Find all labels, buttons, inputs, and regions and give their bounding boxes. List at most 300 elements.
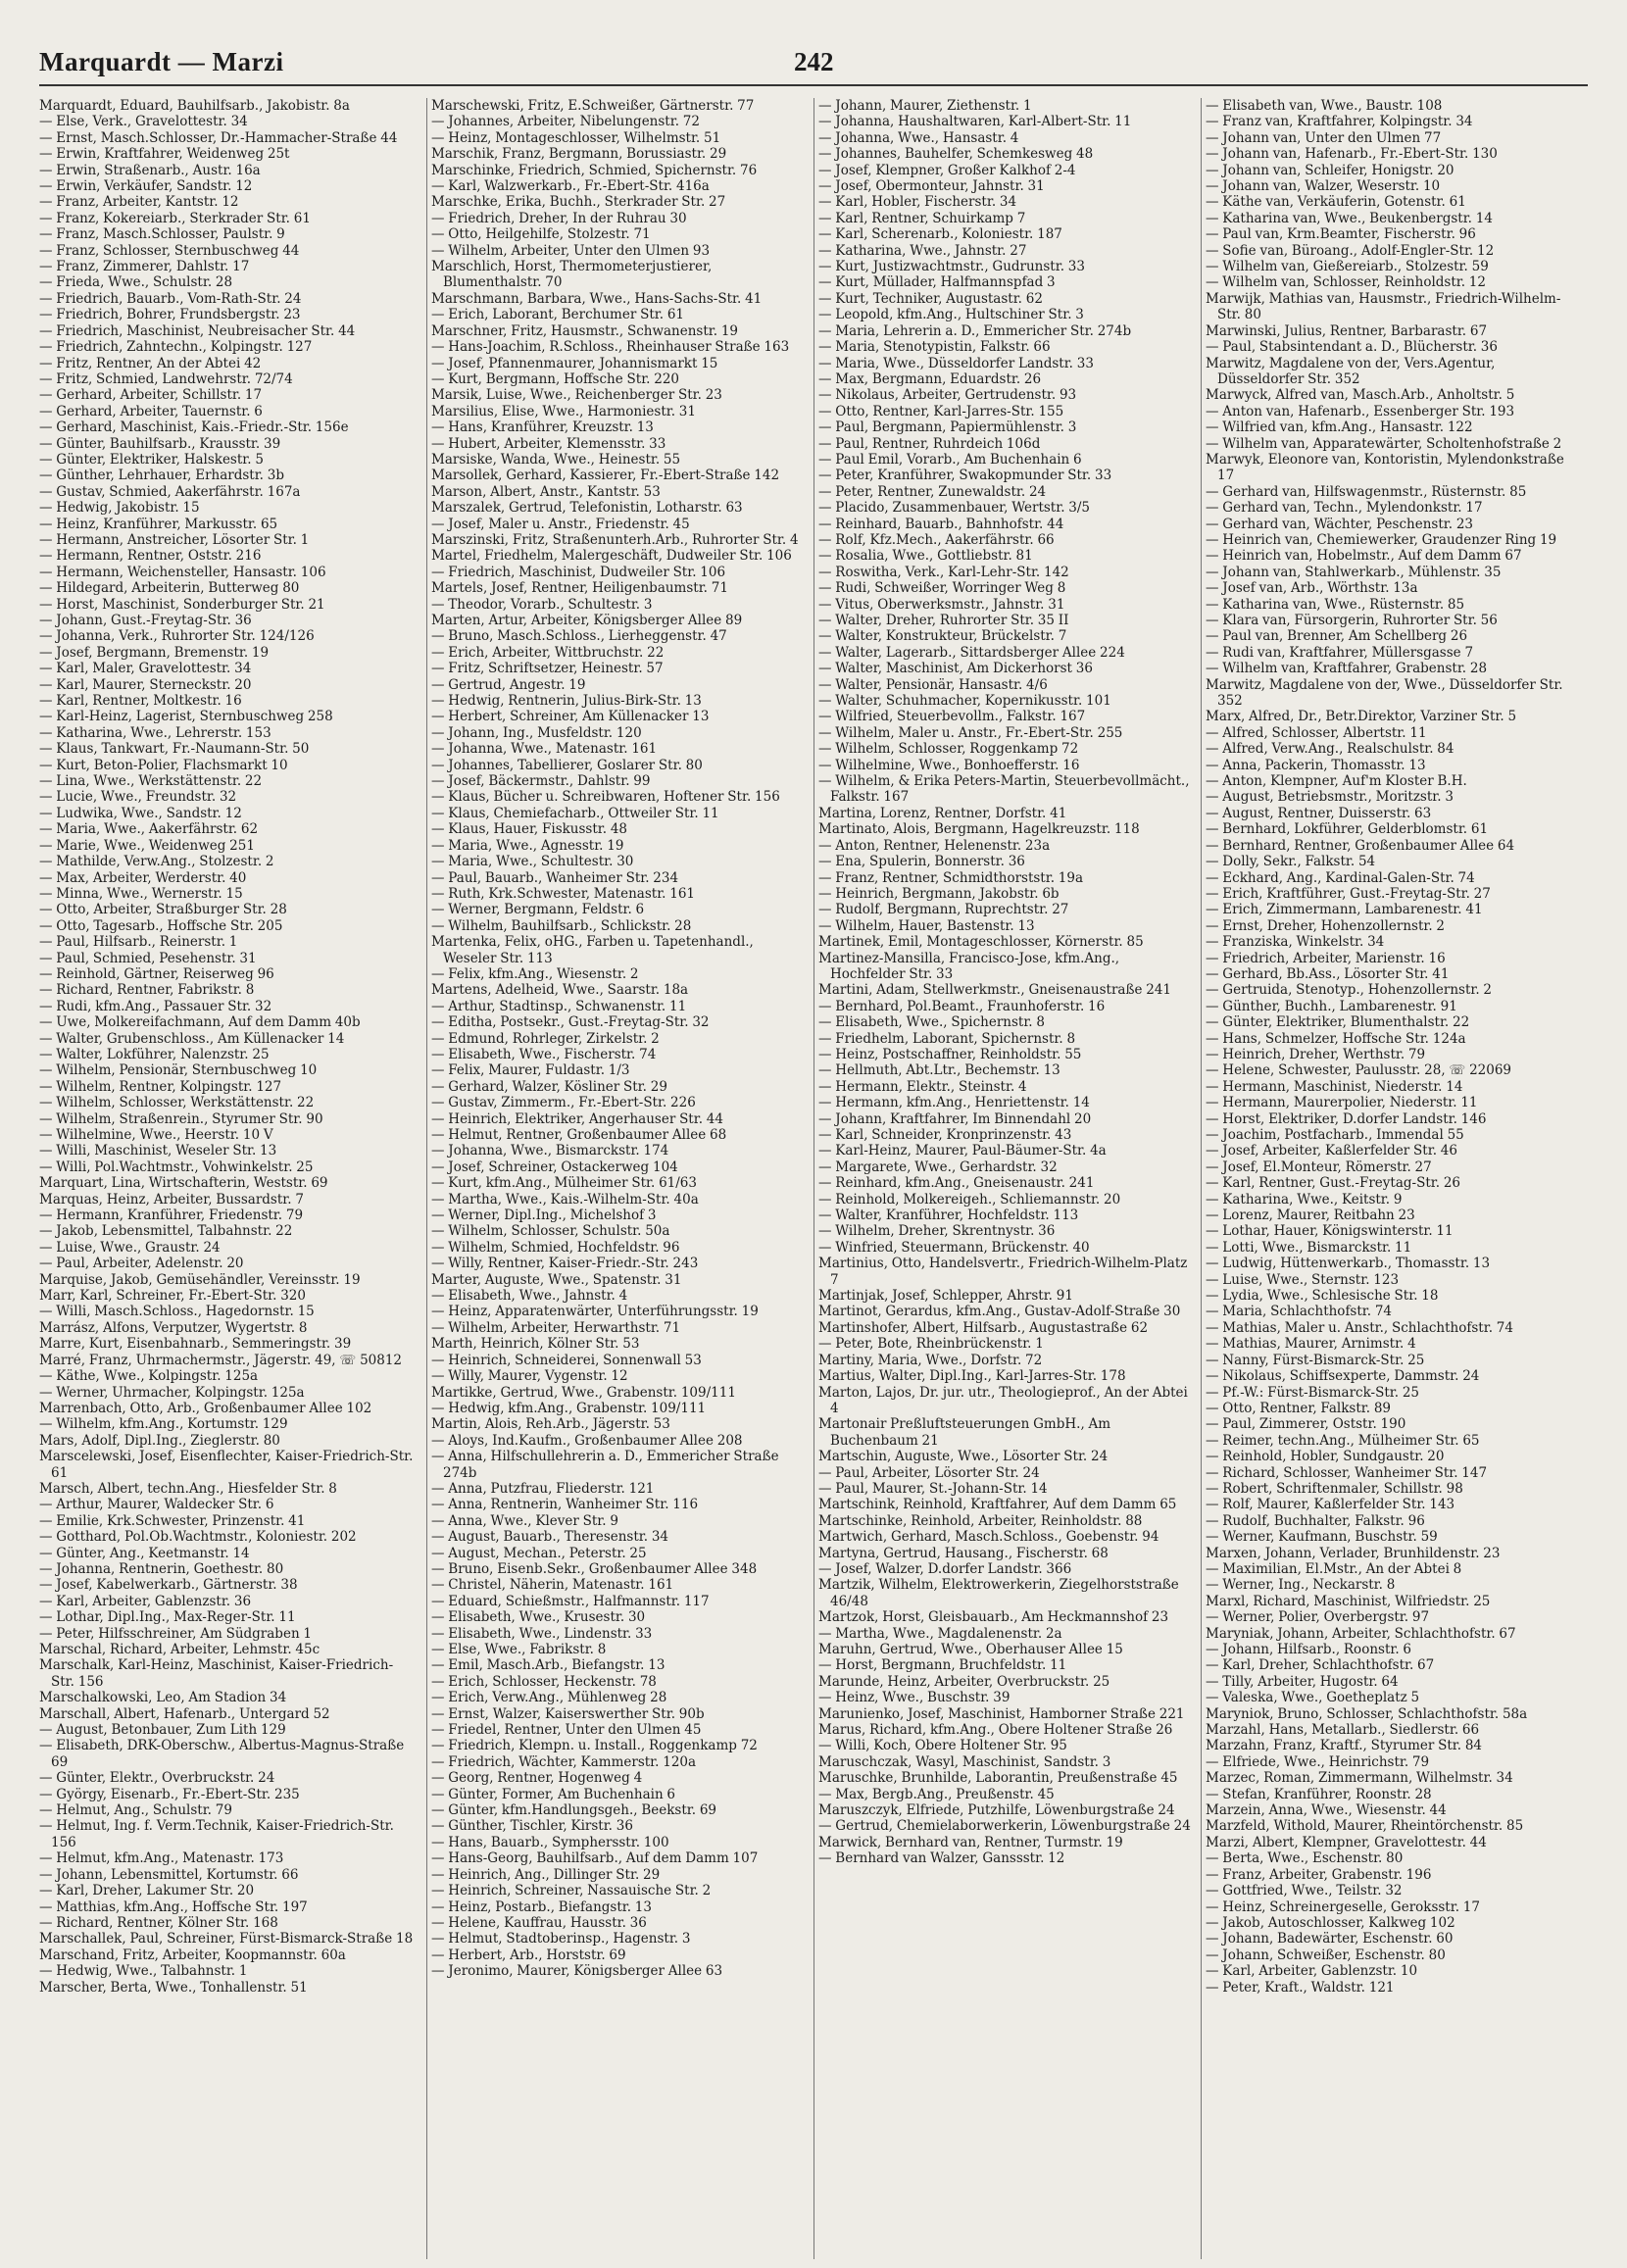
directory-entry: — Hermann, Maschinist, Niederstr. 14	[1206, 1078, 1463, 1095]
directory-entry: — Johann, Hilfsarb., Roonstr. 6	[1206, 1642, 1412, 1657]
directory-entry: — Valeska, Wwe., Goetheplatz 5	[1206, 1690, 1420, 1706]
directory-entry: — Hedwig, Jakobistr. 15	[39, 500, 200, 517]
directory-entry: — Josef, Obermonteur, Jahnstr. 31	[818, 178, 1045, 195]
directory-entry: — Friedel, Rentner, Unter den Ulmen 45	[431, 1722, 702, 1739]
directory-entry: Marzi, Albert, Klempner, Gravelottestr. 44	[1206, 1834, 1487, 1850]
directory-entry: — Heinrich, Dreher, Werthstr. 79	[1206, 1046, 1426, 1062]
directory-entry: — Sofie van, Büroang., Adolf-Engler-Str. 12	[1206, 242, 1495, 259]
directory-entry: — Lorenz, Maurer, Reitbahn 23	[1206, 1208, 1415, 1224]
directory-entry: — Lotti, Wwe., Bismarckstr. 11	[1206, 1239, 1412, 1256]
directory-entry: — Karl, Rentner, Schuirkamp 7	[818, 210, 1026, 226]
directory-entry: — Reinhard, Bauarb., Bahnhofstr. 44	[818, 516, 1064, 532]
directory-entry: — Peter, Kraft., Waldstr. 121	[1206, 1979, 1395, 1996]
directory-entry: — Richard, Schlosser, Wanheimer Str. 147	[1206, 1464, 1488, 1481]
directory-entry: — Karl, Maler, Gravelottestr. 34	[39, 661, 252, 677]
directory-entry: — Willi, Masch.Schloss., Hagedornstr. 15	[39, 1304, 315, 1320]
directory-entry: — Bernhard, Pol.Beamt., Fraunhoferstr. 16	[818, 998, 1106, 1014]
directory-entry: — Karl, Schneider, Kronprinzenstr. 43	[818, 1127, 1072, 1143]
directory-entry: — Franz, Schlosser, Sternbuschweg 44	[39, 242, 300, 259]
directory-entry: — Otto, Rentner, Karl-Jarres-Str. 155	[818, 403, 1064, 419]
directory-entry: — Emilie, Krk.Schwester, Prinzenstr. 41	[39, 1512, 306, 1529]
directory-entry: — Rudi, Schweißer, Worringer Weg 8	[818, 580, 1066, 597]
directory-entry: Marrenbach, Otto, Arb., Großenbaumer Allee 102	[39, 1400, 372, 1416]
directory-entry: — Felix, kfm.Ang., Wiesenstr. 2	[431, 965, 639, 982]
directory-entry: — August, Betonbauer, Zum Lith 129	[39, 1722, 286, 1739]
directory-entry: — August, Betriebsmstr., Moritzstr. 3	[1206, 789, 1454, 806]
directory-entry: — Else, Wwe., Fabrikstr. 8	[431, 1642, 607, 1657]
directory-entry: — Wilhelm, Schmied, Hochfeldstr. 96	[431, 1239, 680, 1256]
directory-entry: — Heinrich van, Chemiewerker, Graudenzer Ring 19	[1206, 531, 1557, 548]
directory-entry: — Kurt, Bergmann, Hoffsche Str. 220	[431, 370, 680, 387]
directory-entry: — Friedrich, Arbeiter, Marienstr. 16	[1206, 950, 1446, 966]
directory-entry: — Johann van, Schleifer, Honigstr. 20	[1206, 162, 1454, 178]
directory-entry: — Pf.-W.: Fürst-Bismarck-Str. 25	[1206, 1384, 1420, 1401]
directory-entry: — Lydia, Wwe., Schlesische Str. 18	[1206, 1288, 1439, 1305]
directory-entry: — Max, Arbeiter, Werderstr. 40	[39, 869, 247, 886]
directory-entry: — Erich, Verw.Ang., Mühlenweg 28	[431, 1690, 667, 1706]
directory-entry: — Johann van, Hafenarb., Fr.-Ebert-Str. 130	[1206, 146, 1498, 163]
directory-entry: — Paul, Bergmann, Papiermühlenstr. 3	[818, 419, 1077, 436]
directory-entry: — Anton, Klempner, Auf'm Kloster B.H.	[1206, 773, 1467, 790]
directory-entry: — Hermann, Anstreicher, Lösorter Str. 1	[39, 531, 310, 548]
directory-entry: — Johanna, Haushaltwaren, Karl-Albert-Str. 11	[818, 114, 1132, 130]
directory-entry: — Gustav, Schmied, Aakerfährstr. 167a	[39, 483, 301, 500]
directory-entry: — August, Bauarb., Theresenstr. 34	[431, 1529, 669, 1546]
directory-entry: — Fritz, Schmied, Landwehrstr. 72/74	[39, 370, 293, 387]
directory-entry: Marsch, Albert, techn.Ang., Hiesfelder Str. 8	[39, 1480, 337, 1497]
directory-entry: — Kurt, Müllader, Halfmannspfad 3	[818, 274, 1056, 291]
directory-entry: — Ludwika, Wwe., Sandstr. 12	[39, 805, 242, 821]
directory-entry: — Paul, Arbeiter, Lösorter Str. 24	[818, 1464, 1040, 1481]
directory-entry: — Günter, kfm.Handlungsgeh., Beekstr. 69	[431, 1802, 716, 1819]
directory-entry: — Otto, Rentner, Falkstr. 89	[1206, 1400, 1392, 1416]
directory-entry: Marzec, Roman, Zimmermann, Wilhelmstr. 34	[1206, 1770, 1513, 1787]
directory-entry: — Anton, Rentner, Helenenstr. 23a	[818, 837, 1051, 854]
directory-entry: — Ena, Spulerin, Bonnerstr. 36	[818, 854, 1025, 870]
directory-entry: Marschalkowski, Leo, Am Stadion 34	[39, 1690, 287, 1706]
directory-entry: Marsilius, Elise, Wwe., Harmoniestr. 31	[431, 403, 696, 419]
directory-columns	[39, 98, 1588, 2259]
directory-entry: — Wilhelmine, Wwe., Heerstr. 10 V	[39, 1127, 273, 1143]
directory-entry: — Georg, Rentner, Hogenweg 4	[431, 1770, 643, 1787]
directory-entry: — Ruth, Krk.Schwester, Matenastr. 161	[431, 885, 696, 902]
directory-entry: — Elisabeth, DRK-Oberschw., Albertus-Magnus-Straße 69	[39, 1738, 405, 1770]
directory-entry: — Wilhelmine, Wwe., Bonhoefferstr. 16	[818, 757, 1080, 773]
directory-entry: — Josef, Kabelwerkarb., Gärtnerstr. 38	[39, 1577, 298, 1594]
directory-entry: — Reinhold, Gärtner, Reiserweg 96	[39, 965, 274, 982]
directory-entry: Marschewski, Fritz, E.Schweißer, Gärtnerstr. 77	[431, 98, 755, 114]
directory-entry: — Ernst, Masch.Schlosser, Dr.-Hammacher-Straße 44	[39, 129, 398, 146]
directory-entry: — Karl, Rentner, Moltkestr. 16	[39, 693, 242, 710]
directory-entry: — Erwin, Kraftfahrer, Weidenweg 25t	[39, 146, 290, 163]
directory-entry: Martschin, Auguste, Wwe., Lösorter Str. 24	[818, 1449, 1109, 1465]
directory-entry: — Hans, Kranführer, Kreuzstr. 13	[431, 419, 654, 436]
directory-entry: Martzok, Horst, Gleisbauarb., Am Heckmannshof 23	[818, 1609, 1169, 1626]
directory-entry: Marton, Lajos, Dr. jur. utr., Theologieprof., An der Abtei 4	[818, 1384, 1188, 1416]
directory-entry: — Franz, Arbeiter, Grabenstr. 196	[1206, 1866, 1432, 1883]
directory-entry: Maryniak, Johann, Arbeiter, Schlachthofstr. 67	[1206, 1625, 1516, 1642]
directory-entry: — August, Mechan., Peterstr. 25	[431, 1545, 647, 1561]
directory-entry: — Heinz, Postarb., Biefangstr. 13	[431, 1898, 652, 1915]
directory-entry: — Johann, Ing., Musfeldstr. 120	[431, 724, 642, 741]
directory-entry: — Walter, Schuhmacher, Kopernikusstr. 101	[818, 693, 1111, 710]
directory-entry: — Gerhard van, Wächter, Peschenstr. 23	[1206, 516, 1473, 532]
directory-entry: — Karl, Hobler, Fischerstr. 34	[818, 194, 1017, 211]
directory-entry: — Johann, Schweißer, Eschenstr. 80	[1206, 1947, 1446, 1963]
directory-entry: — Werner, Ing., Neckarstr. 8	[1206, 1577, 1396, 1594]
directory-entry: — Gottfried, Wwe., Teilstr. 32	[1206, 1883, 1403, 1899]
directory-entry: Martschink, Reinhold, Kraftfahrer, Auf dem Damm 65	[818, 1497, 1177, 1513]
directory-entry: — Mathilde, Verw.Ang., Stolzestr. 2	[39, 854, 274, 870]
directory-entry: — Kurt, Techniker, Augustastr. 62	[818, 290, 1043, 307]
directory-entry: — Wilhelm, Schlosser, Werkstättenstr. 22	[39, 1095, 315, 1111]
directory-entry: — Heinz, Montageschlosser, Wilhelmstr. 51	[431, 129, 721, 146]
directory-entry: Marunde, Heinz, Arbeiter, Overbruckstr. 25	[818, 1673, 1110, 1690]
directory-entry: — Günther, Lehrhauer, Erhardstr. 3b	[39, 468, 284, 484]
directory-entry: — Hermann, Kranführer, Friedenstr. 79	[39, 1208, 304, 1224]
directory-entry: Martschinke, Reinhold, Arbeiter, Reinholdstr. 88	[818, 1512, 1143, 1529]
directory-entry: — Klara van, Fürsorgerin, Ruhrorter Str. 56	[1206, 613, 1498, 628]
directory-entry: — Fritz, Schriftsetzer, Heinestr. 57	[431, 661, 664, 677]
directory-entry: Marscelewski, Josef, Eisenflechter, Kaiser-Friedrich-Str. 61	[39, 1449, 414, 1481]
directory-entry: — Hans-Georg, Bauhilfsarb., Auf dem Damm 107	[431, 1850, 759, 1867]
directory-entry: Marxen, Johann, Verlader, Brunhildenstr. 23	[1206, 1545, 1501, 1561]
directory-entry: — Wilhelm, Dreher, Skrentnystr. 36	[818, 1223, 1056, 1240]
directory-entry: — Luise, Wwe., Sternstr. 123	[1206, 1271, 1400, 1288]
directory-entry: — Josef, Walzer, D.dorfer Landstr. 366	[818, 1560, 1072, 1577]
directory-entry: — Günter, Ang., Keetmanstr. 14	[39, 1545, 250, 1561]
directory-entry: — Eckhard, Ang., Kardinal-Galen-Str. 74	[1206, 869, 1475, 886]
directory-entry: Marwyck, Alfred van, Masch.Arb., Anholtstr. 5	[1206, 387, 1515, 404]
directory-entry: — Rosalia, Wwe., Gottliebstr. 81	[818, 548, 1033, 565]
directory-entry: — Johanna, Wwe., Bismarckstr. 174	[431, 1143, 669, 1159]
directory-entry: — Willi, Maschinist, Weseler Str. 13	[39, 1143, 277, 1159]
directory-entry: — Gotthard, Pol.Ob.Wachtmstr., Koloniestr. 202	[39, 1529, 357, 1546]
directory-entry: — Leopold, kfm.Ang., Hultschiner Str. 3	[818, 307, 1084, 323]
directory-entry: — Walter, Lagerarb., Sittardsberger Allee 224	[818, 644, 1125, 661]
directory-entry: — Friedrich, Maschinist, Dudweiler Str. 106	[431, 564, 726, 580]
directory-entry: — Johanna, Wwe., Matenastr. 161	[431, 741, 658, 758]
directory-entry: — Peter, Bote, Rheinbrückenstr. 1	[818, 1336, 1044, 1353]
directory-entry: — Heinrich, Schreiner, Nassauische Str. 2	[431, 1883, 712, 1899]
directory-entry: Marschik, Franz, Bergmann, Borussiastr. 29	[431, 146, 727, 163]
directory-entry: — Gustav, Zimmerm., Fr.-Ebert-Str. 226	[431, 1095, 696, 1111]
directory-entry: — Reinhold, Molkereigeh., Schliemannstr. 20	[818, 1191, 1121, 1208]
directory-entry: — Gerhard, Maschinist, Kais.-Friedr.-Str. 156e	[39, 419, 349, 436]
directory-entry: — Helmut, Rentner, Großenbaumer Allee 68	[431, 1127, 727, 1143]
directory-entry: — Theodor, Vorarb., Schultestr. 3	[431, 596, 653, 613]
directory-entry: — Josef, Schreiner, Ostackerweg 104	[431, 1159, 678, 1175]
directory-entry: — Wilhelm, Hauer, Bastenstr. 13	[818, 917, 1035, 934]
directory-entry: Marr, Karl, Schreiner, Fr.-Ebert-Str. 320	[39, 1288, 306, 1305]
directory-entry: — Heinrich, Schneiderei, Sonnenwall 53	[431, 1352, 702, 1368]
directory-entry: Marth, Heinrich, Kölner Str. 53	[431, 1336, 640, 1353]
directory-entry: — Elisabeth, Wwe., Fischerstr. 74	[431, 1046, 657, 1062]
directory-entry: — Herbert, Arb., Horststr. 69	[431, 1947, 626, 1963]
directory-entry: — Paul Emil, Vorarb., Am Buchenhain 6	[818, 451, 1082, 468]
directory-entry: — Helmut, kfm.Ang., Matenastr. 173	[39, 1850, 284, 1867]
directory-entry: — Gertrud, Chemielaborwerkerin, Löwenburgstraße 24	[818, 1818, 1191, 1835]
directory-entry: — Berta, Wwe., Eschenstr. 80	[1206, 1850, 1404, 1867]
directory-entry: — Hermann, Weichensteller, Hansastr. 106	[39, 564, 326, 580]
column-2	[426, 98, 814, 2259]
directory-entry: — Paul, Hilfsarb., Reinerstr. 1	[39, 934, 238, 951]
directory-entry: — Hans-Joachim, R.Schloss., Rheinhauser Straße 163	[431, 339, 790, 356]
directory-entry: — Karl, Arbeiter, Gablenzstr. 10	[1206, 1963, 1418, 1980]
directory-entry: — Günther, Buchh., Lambarenestr. 91	[1206, 998, 1457, 1014]
directory-entry: Martonair Preßluftsteuerungen GmbH., Am Buchenbaum 21	[818, 1416, 1111, 1449]
directory-entry: — Katharina, Wwe., Jahnstr. 27	[818, 242, 1027, 259]
directory-entry: — Otto, Heilgehilfe, Stolzestr. 71	[431, 226, 651, 243]
directory-entry: — Frieda, Wwe., Schulstr. 28	[39, 274, 233, 291]
directory-entry: — Karl, Scherenarb., Koloniestr. 187	[818, 226, 1062, 243]
directory-entry: — Willy, Rentner, Kaiser-Friedr.-Str. 243	[431, 1256, 699, 1272]
directory-entry: — Maria, Schlachthofstr. 74	[1206, 1304, 1393, 1320]
directory-entry: — Klaus, Bücher u. Schreibwaren, Hoftener Str. 156	[431, 789, 780, 806]
directory-entry: — Johanna, Wwe., Hansastr. 4	[818, 129, 1019, 146]
directory-entry: — Gertrud, Angestr. 19	[431, 676, 586, 693]
directory-entry: — Elfriede, Wwe., Heinrichstr. 79	[1206, 1753, 1430, 1770]
directory-entry: — Johannes, Arbeiter, Nibelungenstr. 72	[431, 114, 700, 130]
directory-entry: — Karl, Dreher, Schlachthofstr. 67	[1206, 1657, 1435, 1674]
directory-entry: — Franziska, Winkelstr. 34	[1206, 934, 1385, 951]
directory-entry: — Hellmuth, Abt.Ltr., Bechemstr. 13	[818, 1062, 1060, 1079]
directory-entry: — Rolf, Kfz.Mech., Aakerfährstr. 66	[818, 531, 1055, 548]
directory-entry: — Wilhelm, Straßenrein., Styrumer Str. 90	[39, 1110, 323, 1127]
directory-entry: — Johann, Lebensmittel, Kortumstr. 66	[39, 1866, 299, 1883]
page-header	[39, 47, 1588, 86]
directory-entry: — Dolly, Sekr., Falkstr. 54	[1206, 854, 1376, 870]
directory-entry: — Erich, Kraftführer, Gust.-Freytag-Str. 27	[1206, 885, 1491, 902]
directory-entry: — Rudolf, Bergmann, Ruprechtstr. 27	[818, 902, 1069, 918]
directory-entry: — Paul, Zimmerer, Oststr. 190	[1206, 1416, 1406, 1433]
directory-entry: — Mathias, Maurer, Arnimstr. 4	[1206, 1336, 1416, 1353]
directory-entry: — Eduard, Schießmstr., Halfmannstr. 117	[431, 1593, 710, 1609]
directory-entry: — Max, Bergb.Ang., Preußenstr. 45	[818, 1786, 1055, 1802]
directory-entry: — Werner, Polier, Overbergstr. 97	[1206, 1609, 1430, 1626]
directory-entry: — Martha, Wwe., Magdalenenstr. 2a	[818, 1625, 1062, 1642]
directory-entry: — Josef, Bergmann, Bremenstr. 19	[39, 644, 270, 661]
directory-entry: — Heinz, Schreinergeselle, Geroksstr. 17	[1206, 1898, 1480, 1915]
directory-entry: — Uwe, Molkereifachmann, Auf dem Damm 40b	[39, 1014, 361, 1031]
directory-entry: — Günter, Bauhilfsarb., Krausstr. 39	[39, 435, 281, 452]
directory-entry: — Friedrich, Wächter, Kammerstr. 120a	[431, 1753, 697, 1770]
directory-entry: — Hedwig, Wwe., Talbahnstr. 1	[39, 1963, 248, 1980]
directory-entry: — Minna, Wwe., Wernerstr. 15	[39, 885, 243, 902]
directory-entry: Marschallek, Paul, Schreiner, Fürst-Bismarck-Straße 18	[39, 1931, 414, 1948]
directory-entry: Marszinski, Fritz, Straßenunterh.Arb., Ruhrorter Str. 4	[431, 531, 799, 548]
directory-entry: — Karl-Heinz, Lagerist, Sternbuschweg 258	[39, 709, 333, 725]
directory-entry: — Felix, Maurer, Fuldastr. 1/3	[431, 1062, 630, 1079]
directory-entry: — Anton van, Hafenarb., Essenberger Str. 193	[1206, 403, 1515, 419]
directory-entry: — Wilhelm, Maler u. Anstr., Fr.-Ebert-Str. 255	[818, 724, 1123, 741]
directory-entry: — Gerhard, Arbeiter, Schillstr. 17	[39, 387, 263, 404]
directory-entry: — Walter, Kranführer, Hochfeldstr. 113	[818, 1208, 1079, 1224]
directory-entry: — Erich, Zimmermann, Lambarenestr. 41	[1206, 902, 1483, 918]
page-number: 242	[794, 47, 834, 76]
directory-entry: Mars, Adolf, Dipl.Ing., Zieglerstr. 80	[39, 1432, 280, 1449]
directory-entry: — Klaus, Hauer, Fiskusstr. 48	[431, 821, 628, 838]
directory-entry: Martenka, Felix, oHG., Farben u. Tapetenhandl., Weseler Str. 113	[431, 934, 754, 966]
directory-entry: — Maria, Wwe., Schultestr. 30	[431, 854, 634, 870]
directory-entry: Marschall, Albert, Hafenarb., Untergard 52	[39, 1705, 330, 1722]
directory-entry: Martinjak, Josef, Schlepper, Ahrstr. 91	[818, 1288, 1073, 1305]
directory-entry: — Aloys, Ind.Kaufm., Großenbaumer Allee 208	[431, 1432, 743, 1449]
directory-entry: — Wilfried, Steuerbevollm., Falkstr. 167	[818, 709, 1086, 725]
column-1	[39, 98, 426, 2259]
directory-entry: — August, Rentner, Duisserstr. 63	[1206, 805, 1432, 821]
directory-entry: — Johannes, Tabellierer, Goslarer Str. 80	[431, 757, 703, 773]
directory-entry: Marquardt, Eduard, Bauhilfsarb., Jakobistr. 8a	[39, 98, 350, 114]
directory-entry: — Werner, Dipl.Ing., Michelshof 3	[431, 1208, 657, 1224]
directory-entry: — Josef, Pfannenmaurer, Johannismarkt 15	[431, 355, 718, 371]
directory-entry: — Johann van, Stahlwerkarb., Mühlenstr. 35	[1206, 564, 1502, 580]
directory-entry: Martzik, Wilhelm, Elektrowerkerin, Ziegelhorststraße 46/48	[818, 1577, 1179, 1609]
directory-entry: — Hildegard, Arbeiterin, Butterweg 80	[39, 580, 300, 597]
directory-entry: Martens, Adelheid, Wwe., Saarstr. 18a	[431, 982, 689, 999]
directory-entry: — Wilhelm, & Erika Peters-Martin, Steuerbevollmächt., Falkstr. 167	[818, 773, 1190, 806]
directory-entry: — Erich, Schlosser, Heckenstr. 78	[431, 1673, 657, 1690]
directory-entry: — Margarete, Wwe., Gerhardstr. 32	[818, 1159, 1058, 1175]
directory-entry: — Günther, Tischler, Kirstr. 36	[431, 1818, 633, 1835]
directory-entry: — Franz, Masch.Schlosser, Paulstr. 9	[39, 226, 285, 243]
directory-entry: — Johanna, Rentnerin, Goethestr. 80	[39, 1560, 284, 1577]
directory-entry: — Wilhelm, Rentner, Kolpingstr. 127	[39, 1078, 282, 1095]
directory-entry: — Gerhard, Bb.Ass., Lösorter Str. 41	[1206, 965, 1450, 982]
directory-entry: Martinot, Gerardus, kfm.Ang., Gustav-Adolf-Straße 30	[818, 1304, 1181, 1320]
directory-entry: — Paul van, Krm.Beamter, Fischerstr. 96	[1206, 226, 1476, 243]
directory-entry: — Richard, Rentner, Kölner Str. 168	[39, 1914, 278, 1931]
directory-entry: — Emil, Masch.Arb., Biefangstr. 13	[431, 1657, 666, 1674]
directory-entry: — Wilhelm, Arbeiter, Herwarthstr. 71	[431, 1319, 681, 1336]
directory-entry: Martikke, Gertrud, Wwe., Grabenstr. 109/111	[431, 1384, 736, 1401]
directory-entry: — Walter, Maschinist, Am Dickerhorst 36	[818, 661, 1093, 677]
directory-entry: — Elisabeth, Wwe., Lindenstr. 33	[431, 1625, 653, 1642]
directory-entry: — Peter, Rentner, Zunewaldstr. 24	[818, 483, 1047, 500]
directory-entry: Marzfeld, Withold, Maurer, Rheintörchenstr. 85	[1206, 1818, 1524, 1835]
directory-entry: Martinek, Emil, Montageschlosser, Körnerstr. 85	[818, 934, 1144, 951]
directory-entry: Marwitz, Magdalene von der, Wwe., Düsseldorfer Str. 352	[1206, 676, 1563, 710]
directory-entry: Marré, Franz, Uhrmachermstr., Jägerstr. 49, ☏ 50812	[39, 1352, 403, 1368]
directory-entry: — Hedwig, kfm.Ang., Grabenstr. 109/111	[431, 1400, 707, 1416]
directory-entry: Marwijk, Mathias van, Hausmstr., Friedrich-Wilhelm-Str. 80	[1206, 290, 1561, 323]
directory-entry: Marquart, Lina, Wirtschafterin, Weststr. 69	[39, 1175, 328, 1192]
directory-entry: Marunienko, Josef, Maschinist, Hamborner Straße 221	[818, 1705, 1185, 1722]
directory-entry: — Willi, Koch, Obere Holtener Str. 95	[818, 1738, 1067, 1754]
directory-entry: Marwinski, Julius, Rentner, Barbarastr. 67	[1206, 322, 1488, 339]
directory-entry: — Wilhelm, kfm.Ang., Kortumstr. 129	[39, 1416, 288, 1433]
directory-entry: Marschal, Richard, Arbeiter, Lehmstr. 45c	[39, 1642, 320, 1657]
directory-entry: — Käthe, Wwe., Kolpingstr. 125a	[39, 1368, 259, 1385]
directory-entry: — Elisabeth, Wwe., Krusestr. 30	[431, 1609, 646, 1626]
directory-entry: — Wilhelm van, Apparatewärter, Scholtenhofstraße 2	[1206, 435, 1562, 452]
directory-entry: — Helmut, Stadtoberinsp., Hagenstr. 3	[431, 1931, 691, 1948]
directory-entry: — Hermann, kfm.Ang., Henriettenstr. 14	[818, 1095, 1090, 1111]
directory-entry: — Kurt, Justizwachtmstr., Gudrunstr. 33	[818, 259, 1085, 275]
directory-entry: — Wilhelm, Bauhilfsarb., Schlickstr. 28	[431, 917, 692, 934]
directory-entry: — Anna, Rentnerin, Wanheimer Str. 116	[431, 1497, 699, 1513]
directory-entry: — Tilly, Arbeiter, Hugostr. 64	[1206, 1673, 1399, 1690]
directory-entry: — Heinz, Postschaffner, Reinholdstr. 55	[818, 1046, 1082, 1062]
directory-entry: — Rudolf, Buchhalter, Falkstr. 96	[1206, 1512, 1425, 1529]
directory-entry: — Elisabeth, Wwe., Jahnstr. 4	[431, 1288, 628, 1305]
directory-entry: — Stefan, Kranführer, Roonstr. 28	[1206, 1786, 1432, 1802]
directory-entry: — Rudi van, Kraftfahrer, Müllersgasse 7	[1206, 644, 1474, 661]
directory-entry: — Günter, Elektriker, Blumenthalstr. 22	[1206, 1014, 1470, 1031]
directory-entry: — Winfried, Steuermann, Brückenstr. 40	[818, 1239, 1090, 1256]
directory-entry: — Werner, Kaufmann, Buschstr. 59	[1206, 1529, 1438, 1546]
directory-entry: — Klaus, Tankwart, Fr.-Naumann-Str. 50	[39, 741, 310, 758]
directory-entry: — Walter, Dreher, Ruhrorter Str. 35 II	[818, 613, 1069, 628]
directory-entry: — Lucie, Wwe., Freundstr. 32	[39, 789, 237, 806]
directory-entry: — Marie, Wwe., Weidenweg 251	[39, 837, 255, 854]
directory-entry: — Alfred, Schlosser, Albertstr. 11	[1206, 724, 1427, 741]
directory-entry: — Edmund, Rohrleger, Zirkelstr. 2	[431, 1030, 660, 1047]
directory-entry: — Wilhelm, Schlosser, Schulstr. 50a	[431, 1223, 670, 1240]
directory-entry: Maruhn, Gertrud, Wwe., Oberhauser Allee 15	[818, 1642, 1123, 1657]
directory-entry: — Bernhard, Rentner, Großenbaumer Allee 64	[1206, 837, 1515, 854]
column-3	[814, 98, 1201, 2259]
directory-entry: Marsiske, Wanda, Wwe., Heinestr. 55	[431, 451, 681, 468]
directory-entry: — Heinz, Kranführer, Markusstr. 65	[39, 516, 278, 532]
directory-entry: — Gerhard, Arbeiter, Tauernstr. 6	[39, 403, 263, 419]
directory-entry: — Anna, Hilfschullehrerin a. D., Emmericher Straße 274b	[431, 1449, 779, 1481]
directory-entry: Martina, Lorenz, Rentner, Dorfstr. 41	[818, 805, 1067, 821]
directory-entry: Marwick, Bernhard van, Rentner, Turmstr. 19	[818, 1834, 1123, 1850]
directory-entry: — Karl, Walzwerkarb., Fr.-Ebert-Str. 416a	[431, 178, 710, 195]
directory-entry: — Helene, Kauffrau, Hausstr. 36	[431, 1914, 647, 1931]
directory-entry: — Josef, Arbeiter, Kaßlerfelder Str. 46	[1206, 1143, 1457, 1159]
directory-entry: Martels, Josef, Rentner, Heiligenbaumstr. 71	[431, 580, 728, 597]
directory-entry: — Erwin, Verkäufer, Sandstr. 12	[39, 178, 253, 195]
directory-entry: — Friedrich, Dreher, In der Ruhrau 30	[431, 210, 687, 226]
directory-entry: — Werner, Uhrmacher, Kolpingstr. 125a	[39, 1384, 305, 1401]
directory-entry: — Erich, Arbeiter, Wittbruchstr. 22	[431, 644, 665, 661]
directory-entry: — Johannes, Bauhelfer, Schemkesweg 48	[818, 146, 1094, 163]
directory-entry: Marschner, Fritz, Hausmstr., Schwanenstr. 19	[431, 322, 739, 339]
directory-entry: — Johann, Kraftfahrer, Im Binnendahl 20	[818, 1110, 1092, 1127]
directory-entry: — Peter, Hilfsschreiner, Am Südgraben 1	[39, 1625, 313, 1642]
directory-entry: — Wilhelm, Pensionär, Sternbuschweg 10	[39, 1062, 318, 1079]
directory-entry: — Arthur, Maurer, Waldecker Str. 6	[39, 1497, 274, 1513]
directory-entry: — Elisabeth, Wwe., Spichernstr. 8	[818, 1014, 1045, 1031]
directory-entry: — Jakob, Lebensmittel, Talbahnstr. 22	[39, 1223, 293, 1240]
directory-entry: — Vitus, Oberwerksmstr., Jahnstr. 31	[818, 596, 1065, 613]
directory-entry: — Horst, Maschinist, Sonderburger Str. 21	[39, 596, 325, 613]
directory-entry: — Bernhard van Walzer, Ganssstr. 12	[818, 1850, 1065, 1867]
directory-entry: — Roswitha, Verk., Karl-Lehr-Str. 142	[818, 564, 1069, 580]
directory-entry: — Klaus, Chemiefacharb., Ottweiler Str. 11	[431, 805, 719, 821]
directory-entry: — Jakob, Autoschlosser, Kalkweg 102	[1206, 1914, 1455, 1931]
directory-entry: — Franz, Zimmerer, Dahlstr. 17	[39, 259, 250, 275]
directory-entry: — Ernst, Dreher, Hohenzollernstr. 2	[1206, 917, 1446, 934]
directory-entry: — Hermann, Elektr., Steinstr. 4	[818, 1078, 1027, 1095]
directory-entry: — Katharina van, Wwe., Beukenbergstr. 14	[1206, 210, 1493, 226]
directory-entry: Marzein, Anna, Wwe., Wiesenstr. 44	[1206, 1802, 1447, 1819]
directory-entry: — Erwin, Straßenarb., Austr. 16a	[39, 162, 261, 178]
directory-entry: — Günter, Elektr., Overbruckstr. 24	[39, 1770, 275, 1787]
directory-entry: — Nikolaus, Schiffsexperte, Dammstr. 24	[1206, 1368, 1480, 1385]
directory-entry: — Kurt, kfm.Ang., Mülheimer Str. 61/63	[431, 1175, 697, 1192]
directory-entry: — Else, Verk., Gravelottestr. 34	[39, 114, 248, 130]
directory-entry: — Maria, Wwe., Düsseldorfer Landstr. 33	[818, 355, 1094, 371]
directory-entry: — Ernst, Walzer, Kaiserswerther Str. 90b	[431, 1705, 705, 1722]
directory-entry: Marwyk, Eleonore van, Kontoristin, Mylendonkstraße 17	[1206, 451, 1564, 484]
directory-entry: — Werner, Bergmann, Feldstr. 6	[431, 902, 645, 918]
directory-entry: — Karl, Maurer, Sterneckstr. 20	[39, 676, 252, 693]
directory-entry: — Anna, Packerin, Thomasstr. 13	[1206, 757, 1426, 773]
directory-entry: — Paul, Rentner, Ruhrdeich 106d	[818, 435, 1041, 452]
